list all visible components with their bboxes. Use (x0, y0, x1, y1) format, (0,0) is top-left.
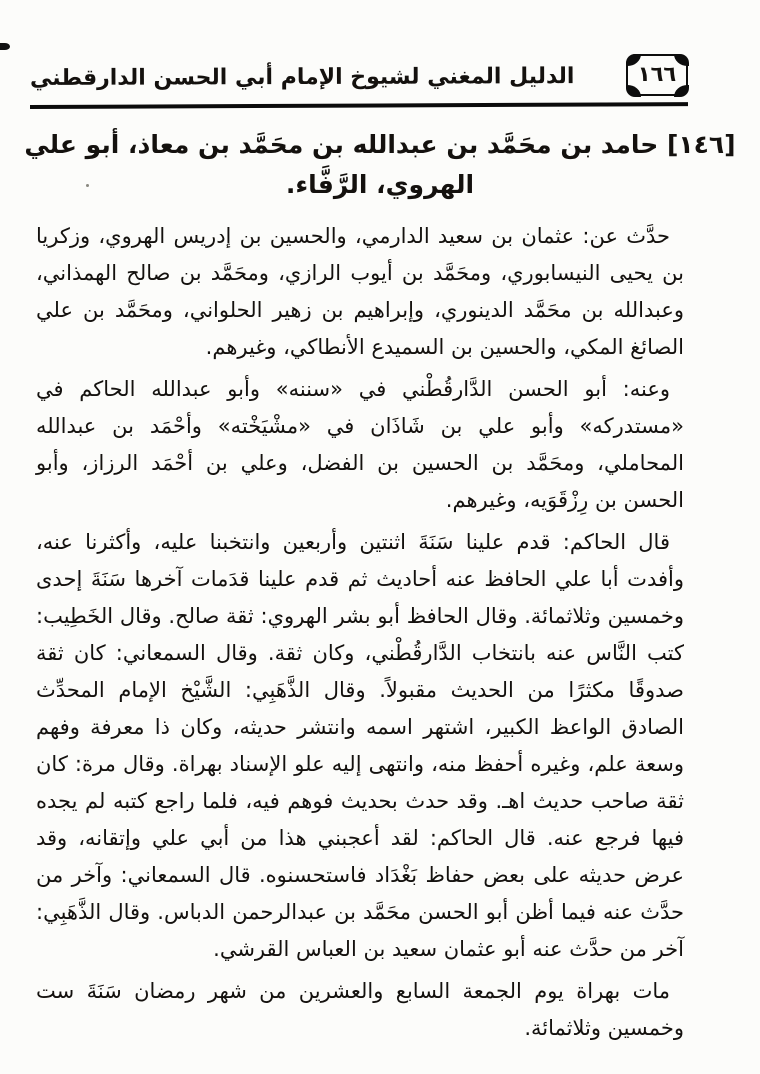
entry-heading-line2: الهروي، الرَّفَّاء. (285, 170, 475, 199)
death-date-paragraph: مات بهراة يوم الجمعة السابع والعشرين من شهر رمضان سَنَةَ ست وخمسين وثلاثمائة. (36, 979, 684, 1040)
entry-heading (24, 125, 736, 205)
running-header (0, 0, 760, 96)
entry-heading-line1: [١٤٦] حامد بن محَمَّد بن عبدالله بن محَمَّد بن معاذ، أبو علي (24, 130, 736, 159)
scholars-quotes-paragraph: قال الحاكم: قدم علينا سَنَةَ اثنتين وأربعين وانتخبنا عليه، وأكثرنا عنه، وأفدت أبا علي الحافظ عنه أحاديث ثم قدم علينا قدَمات آخرها سَنَةَ إحدى وخمسين وثلاثمائة. وقال الحافظ أبو بشر الهروي: ثقة صالح. وقال الخَطِيب: كتب النَّاس عنه بانتخاب الدَّارقُطْني، وكان ثقة. وقال السمعاني: كان ثقة صدوقًا مكثرًا من الحديث مقبولاً. وقال الذَّهَبِي: الشَّيْخ الإمام المحدِّث الصادق الواعظ الكبير، اشتهر اسمه وانتشر حديثه، وكان ذا معرفة وفهم وسعة علم، وغيره أحفظ منه، وانتهى إليه علو الإسناد بهراة. وقال مرة: كان ثقة صاحب حديث اهـ. وقد حدث بحديث فوهم فيه، فلما راجع كتبه لم يجده فيها فرجع عنه. قال الحاكم: لقد أعجبني هذا من أبي علي وإتقانه، وقد عرض حديثه على بعض حفاظ بَغْدَاد فاستحسنوه. قال السمعاني: وآخر من حدَّث عنه فيما أظن أبو الحسن محَمَّد بن عبدالرحمن الدباس. وقال الذَّهَبِي: آخر من حدَّث عنه أبو عثمان سعيد بن العباس القرشي. (36, 530, 684, 961)
book-title: الدليل المغني لشيوخ الإمام أبي الحسن الدارقطني (29, 63, 575, 91)
narrated-from-paragraph: حدَّث عن: عثمان بن سعيد الدارمي، والحسين بن إدريس الهروي، وزكريا بن يحيى النيسابوري، ومحَمَّد بن أيوب الرازي، ومحَمَّد بن صالح الهمذاني، وعبدالله بن محَمَّد الدينوري، وإبراهيم بن زهير الحلواني، ومحَمَّد بن علي الصائغ المكي، والحسين بن السميدع الأنطاكي، وغيرهم. (36, 224, 684, 359)
page-number-box (626, 54, 688, 96)
scan-artifact (0, 43, 10, 50)
page-number: ١٦٦ (637, 61, 677, 86)
scan-artifact (86, 184, 89, 187)
narrated-by-paragraph: وعنه: أبو الحسن الدَّارقُطْني في «سننه» وأبو عبدالله الحاكم في «مستدركه» وأبو علي بن شَاذَان في «مشْيَخْته» وأحْمَد بن عبدالله المحاملي، ومحَمَّد بن الحسين بن الفضل، وعلي بن أحْمَد الرزاز، وأبو الحسن بن رِزْقَوَيه، وغيرهم. (36, 377, 684, 512)
entry-body (0, 218, 760, 1047)
header-rule (30, 102, 688, 109)
